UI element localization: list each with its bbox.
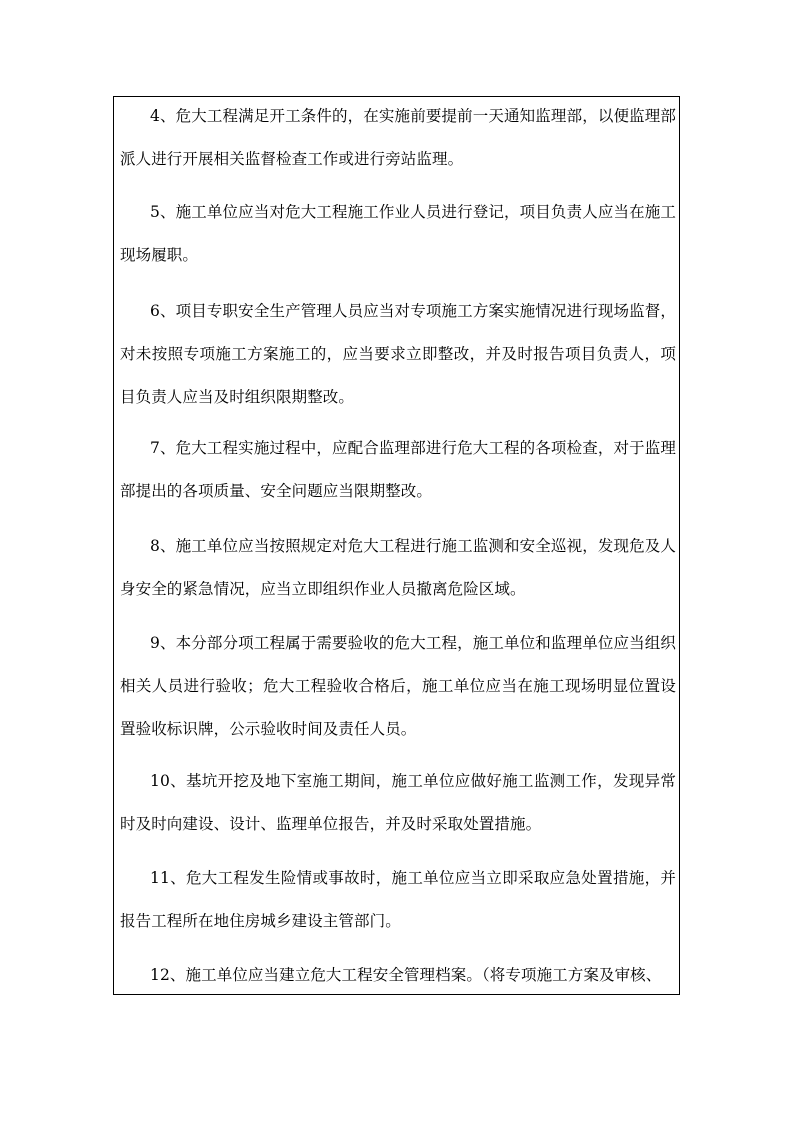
paragraph-item-11: 11、危大工程发生险情或事故时，施工单位应当立即采取应急处置措施，并报告工程所在地住房城乡建设主管部门。 [120,869,676,930]
paragraph-item-12: 12、施工单位应当建立危大工程安全管理档案。（将专项施工方案及审核、 [150,966,662,984]
paragraph-item-6: 6、项目专职安全生产管理人员应当对专项施工方案实施情况进行现场监督，对未按照专项施工方案施工的，应当要求立即整改，并及时报告项目负责人，项目负责人应当及时组织限期整改。 [120,302,676,406]
paragraph-item-8: 8、施工单位应当按照规定对危大工程进行施工监测和安全巡视，发现危及人身安全的紧急情况，应当立即组织作业人员撤离危险区域。 [120,537,676,598]
paragraph-item-4: 4、危大工程满足开工条件的，在实施前要提前一天通知监理部，以便监理部派人进行开展相关监督检查工作或进行旁站监理。 [120,107,676,168]
paragraph-item-5: 5、施工单位应当对危大工程施工作业人员进行登记，项目负责人应当在施工现场履职。 [120,203,676,264]
paragraph-item-10: 10、基坑开挖及地下室施工期间，施工单位应做好施工监测工作，发现异常时及时向建设、设计、监理单位报告，并及时采取处置措施。 [120,772,676,833]
paragraph-item-7: 7、危大工程实施过程中，应配合监理部进行危大工程的各项检查，对于监理部提出的各项质量、安全问题应当限期整改。 [120,439,676,500]
content-table-cell [113,96,680,995]
paragraph-item-9: 9、本分部分项工程属于需要验收的危大工程，施工单位和监理单位应当组织相关人员进行验收；危大工程验收合格后，施工单位应当在施工现场明显位置设置验收标识牌，公示验收时间及责任人员。 [120,634,676,738]
